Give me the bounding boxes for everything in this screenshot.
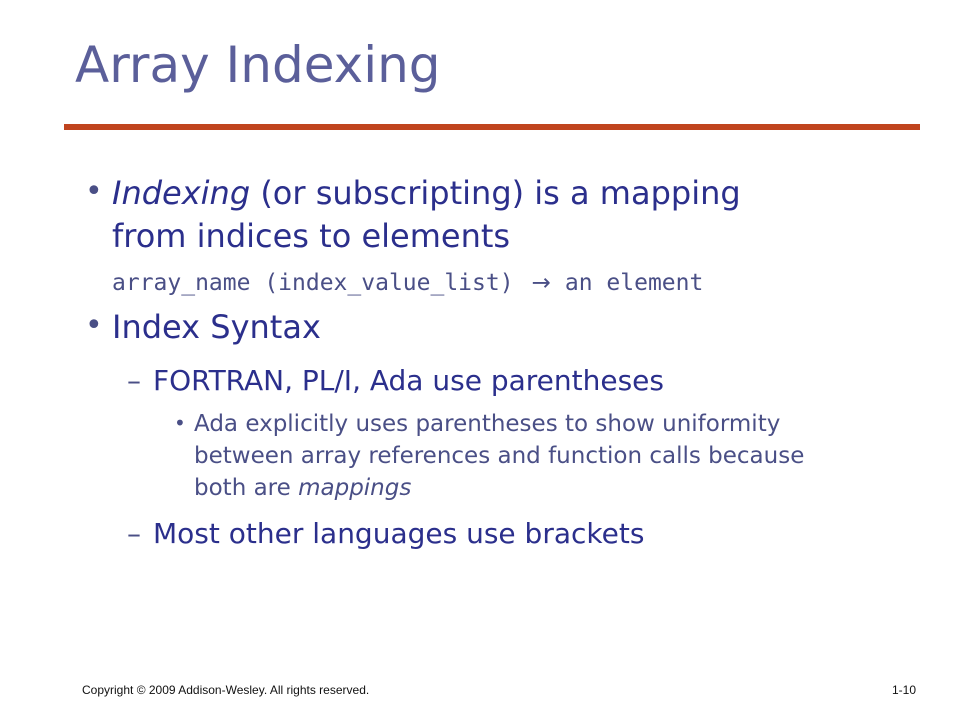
title-divider: [64, 124, 920, 130]
bullet-dot-icon: •: [85, 308, 103, 343]
bullet-dot-icon: •: [85, 174, 103, 209]
subsub-line-2: between array references and function calls because: [194, 443, 805, 469]
code-left: array_name (index_value_list): [112, 270, 514, 296]
sub-bullet-text: Most other languages use brackets: [153, 517, 645, 550]
dash-icon: –: [127, 364, 141, 397]
code-right: an element: [564, 270, 704, 296]
footer-copyright: Copyright © 2009 Addison-Wesley. All rights reserved.: [82, 683, 370, 697]
bullet-line: [112, 172, 872, 215]
term-indexing: Indexing: [112, 174, 251, 212]
code-example: [112, 270, 703, 296]
bullet-text: (or subscripting) is a mapping: [250, 174, 741, 212]
subsub-text: both are: [194, 475, 299, 501]
slide-title: Array Indexing: [75, 36, 441, 94]
bullet-text: Index Syntax: [112, 308, 321, 346]
bullet-dot-icon: •: [174, 411, 186, 435]
term-mappings: mappings: [298, 475, 412, 501]
dash-icon: –: [127, 517, 141, 550]
bullet-line-2: from indices to elements: [112, 217, 511, 255]
sub-bullet-text: FORTRAN, PL/I, Ada use parentheses: [153, 364, 664, 397]
footer-page-number: 1-10: [892, 683, 917, 697]
subsub-line-1: Ada explicitly uses parentheses to show uniformity: [194, 411, 781, 437]
subsub-line-3: [194, 472, 914, 504]
arrow-right-icon: →: [531, 270, 551, 296]
